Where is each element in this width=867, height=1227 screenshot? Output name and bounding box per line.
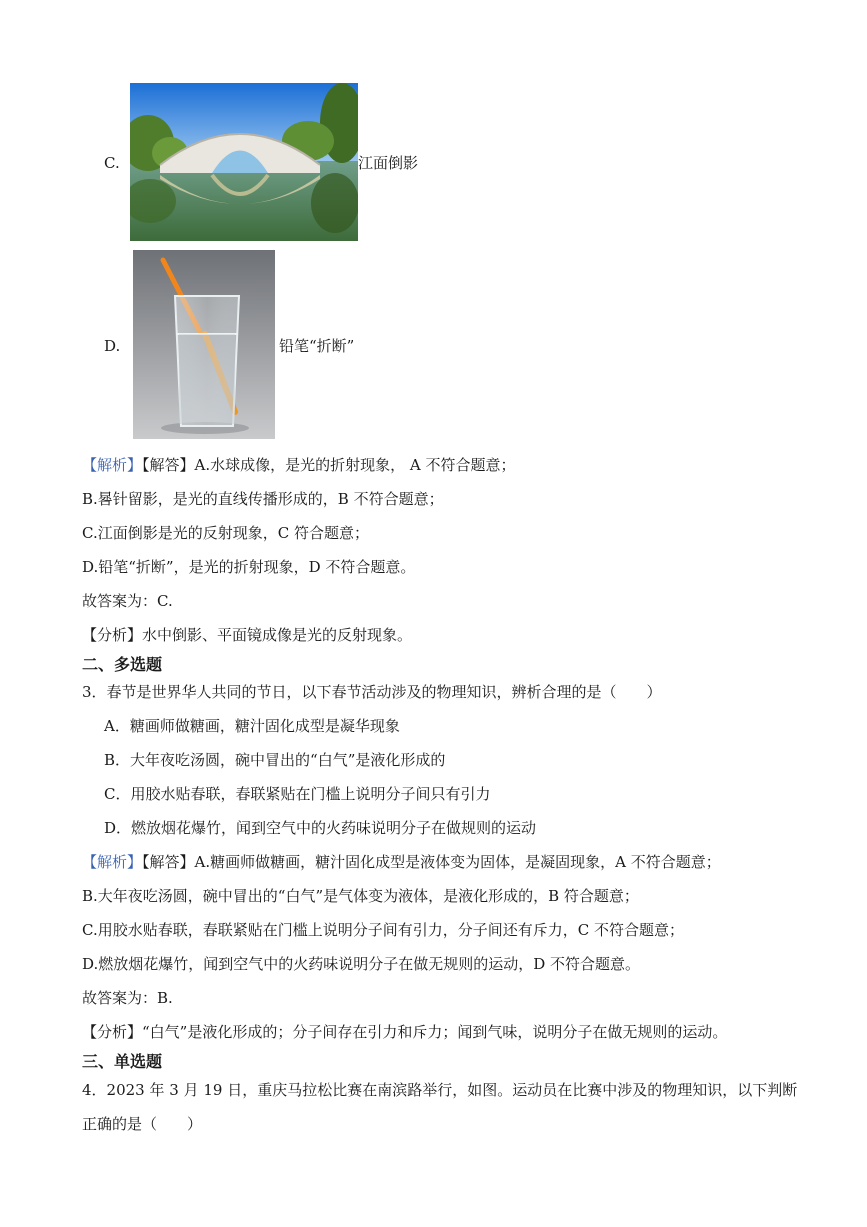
q2-analysis-line4: D.铅笔“折断”，是光的折射现象，D 不符合题意。	[82, 558, 416, 576]
option-c-letter: C.	[104, 154, 120, 172]
q3-analysis-line2: B.大年夜吃汤圆，碗中冒出的“白气”是气体变为液体，是液化形成的，B 符合题意；	[82, 887, 639, 905]
q3-option-d: D．燃放烟花爆竹，闻到空气中的火药味说明分子在做规则的运动	[104, 819, 537, 837]
fenxi-tag: 【分析】	[82, 1023, 143, 1041]
q3-option-c: C．用胶水贴春联，春联紧贴在门槛上说明分子间只有引力	[104, 785, 491, 803]
fenxi-tag: 【分析】	[82, 626, 143, 644]
q2-analysis-line3: C.江面倒影是光的反射现象，C 符合题意；	[82, 524, 369, 542]
q3-answer: 故答案为：B.	[82, 989, 173, 1007]
q3-analysis-line3: C.用胶水贴春联，春联紧贴在门槛上说明分子间有引力，分子间还有斥力，C 不符合题意；	[82, 921, 684, 939]
option-c-caption: 江面倒影	[358, 154, 419, 172]
q3-analysis-line1: 【解析】【解答】A.糖画师做糖画，糖汁固化成型是液体变为固体，是凝固现象，A 不符合题意；	[82, 853, 721, 871]
q2-answer: 故答案为：C.	[82, 592, 173, 610]
jieda-tag: 【解答】	[142, 853, 195, 871]
pencil-in-glass-image	[133, 250, 275, 439]
jiexi-tag: 【解析】	[82, 853, 143, 871]
q3-option-b: B．大年夜吃汤圆，碗中冒出的“白气”是液化形成的	[104, 751, 446, 769]
q2-analysis-line2: B.晷针留影，是光的直线传播形成的，B 不符合题意；	[82, 490, 444, 508]
q3-fenxi: 【分析】“白气”是液化形成的；分子间存在引力和斥力；闻到气味，说明分子在做无规则的运动。	[82, 1023, 728, 1041]
option-d-letter: D.	[104, 337, 121, 355]
section-3-title: 三、单选题	[82, 1052, 163, 1071]
jiexi-tag: 【解析】	[82, 456, 143, 474]
option-d-caption: 铅笔“折断”	[279, 337, 355, 355]
q2-analysis-line1: 【解析】【解答】A.水球成像，是光的折射现象， A 不符合题意；	[82, 456, 516, 474]
q2-fenxi: 【分析】水中倒影、平面镜成像是光的反射现象。	[82, 626, 413, 644]
bridge-reflection-image	[130, 83, 358, 241]
q3-analysis-line4: D.燃放烟花爆竹，闻到空气中的火药味说明分子在做无规则的运动，D 不符合题意。	[82, 955, 641, 973]
q4-stem-line1: 4．2023 年 3 月 19 日，重庆马拉松比赛在南滨路举行，如图。运动员在比赛中涉及的物理知识，以下判断	[82, 1081, 798, 1099]
q4-stem-line2: 正确的是（ ）	[82, 1115, 203, 1133]
section-2-title: 二、多选题	[82, 655, 163, 674]
jieda-tag: 【解答】	[142, 456, 195, 474]
q3-stem: 3．春节是世界华人共同的节日，以下春节活动涉及的物理知识，辨析合理的是（ ）	[82, 683, 662, 701]
q3-option-a: A．糖画师做糖画，糖汁固化成型是凝华现象	[104, 717, 400, 735]
